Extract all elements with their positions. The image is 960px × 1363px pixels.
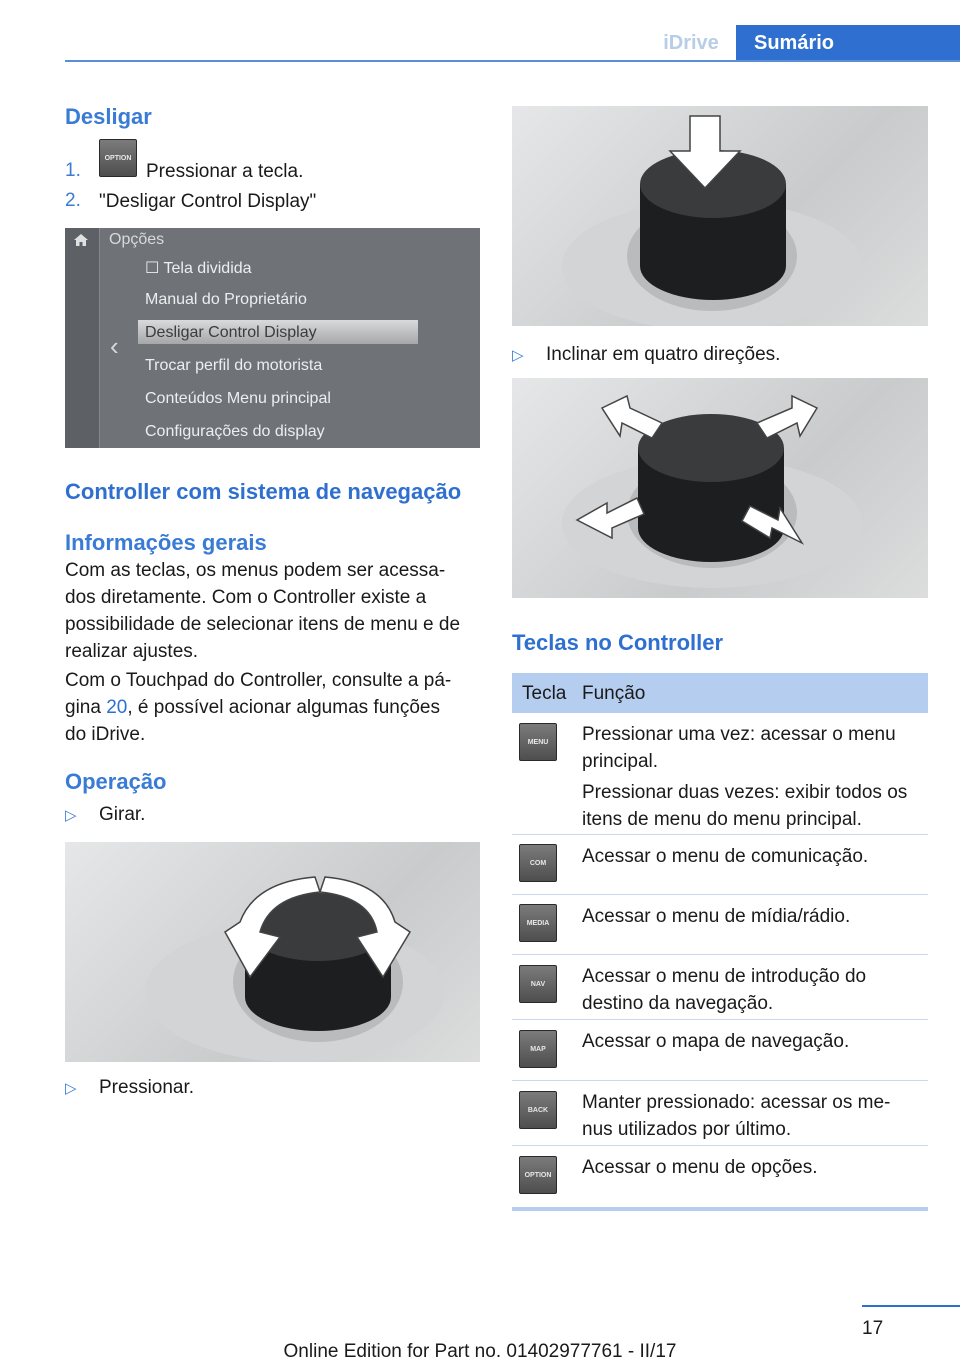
screen-item-main-menu: Conteúdos Menu principal [145,390,331,407]
heading-general-info: Informações gerais [65,530,267,555]
bullet-tilt: Inclinar em quatro direções. [546,344,781,365]
heading-keys: Teclas no Controller [512,630,724,655]
back-key-icon: BACK [519,1091,557,1129]
option-key-icon: OPTION [519,1156,557,1194]
table-row-com: Acessar o menu de comunicação. [582,846,869,867]
bullet-press: Pressionar. [99,1077,195,1098]
step-text-2: "Desligar Control Display" [99,191,317,212]
table-row-media: Acessar o menu de mídia/rádio. [582,906,851,927]
table-bottom-rule [512,1207,928,1211]
table-row-option: Acessar o menu de opções. [582,1157,818,1178]
controller-tilt-image [512,378,928,598]
com-key-icon: COM [519,844,557,882]
para-touchpad: Com o Touchpad do Controller, consulte a pá- gina 20, é possível acionar algumas funções do iDrive. [65,670,452,745]
para-general: Com as teclas, os menus podem ser acessa- dos diretamente. Com o Controller existe a possibilidade de selecionar itens de menu e de realizar ajustes. [65,560,461,662]
heading-desligar: Desligar [65,104,152,129]
table-row-menu: Pressionar uma vez: acessar o menu principal. Pressionar duas vezes: exibir todos os itens de menu do menu principal. [582,724,908,830]
page-number: 17 [862,1318,884,1339]
option-key-icon: OPTION [99,139,137,177]
bullet-triangle-icon: ▷ [65,1080,77,1097]
table-row-nav: Acessar o menu de introdução do destino da navegação. [582,966,867,1014]
controller-rotate-image [65,842,480,1062]
controller-knob-illustration [65,842,480,1062]
screen-item-driver-profile: Trocar perfil do motorista [145,357,323,374]
chevron-left-icon: ‹ [110,331,119,361]
col-header-key: Tecla [522,683,567,704]
home-icon [74,234,88,246]
col-header-function: Função [582,683,646,704]
menu-key-icon: MENU [519,723,557,761]
nav-key-icon: NAV [519,965,557,1003]
screen-item-split: ☐ Tela dividida [145,260,252,277]
heading-operation: Operação [65,769,167,794]
row-divider [512,894,928,895]
screen-sidebar [65,228,100,448]
bullet-rotate: Girar. [99,804,146,825]
table-row-back: Manter pressionado: acessar os me- nus utilizados por último. [582,1092,891,1140]
header-rule [65,60,960,62]
row-divider [512,834,928,835]
controller-press-illustration [512,106,928,326]
page-link-20[interactable]: 20 [106,697,128,718]
step-number-2: 2. [65,190,81,211]
table-header [512,673,928,713]
map-key-icon: MAP [519,1030,557,1068]
screen-title: Opções [109,231,165,248]
screen-item-display-off: Desligar Control Display [145,324,317,341]
media-key-icon: MEDIA [519,904,557,942]
row-divider [512,1019,928,1020]
screen-item-display-settings: Configurações do display [145,423,325,440]
header-tab-sumario[interactable]: Sumário [736,25,960,61]
footer-edition: Online Edition for Part no. 01402977761 - II/17 [283,1341,677,1362]
row-divider [512,1080,928,1081]
bullet-triangle-icon: ▷ [512,347,524,364]
table-row-map: Acessar o mapa de navegação. [582,1031,850,1052]
controller-tilt-illustration [512,378,928,598]
screen-item-manual: Manual do Proprietário [145,291,307,308]
row-divider [512,1145,928,1146]
options-screen-image [65,228,480,448]
heading-controller: Controller com sistema de navegação [65,479,462,504]
step-number-1: 1. [65,160,81,181]
footer-rule [862,1305,960,1307]
bullet-triangle-icon: ▷ [65,807,77,824]
header-section-idrive[interactable]: iDrive [663,32,719,54]
controller-press-image [512,106,928,326]
row-divider [512,954,928,955]
step-text-1: Pressionar a tecla. [146,161,304,182]
